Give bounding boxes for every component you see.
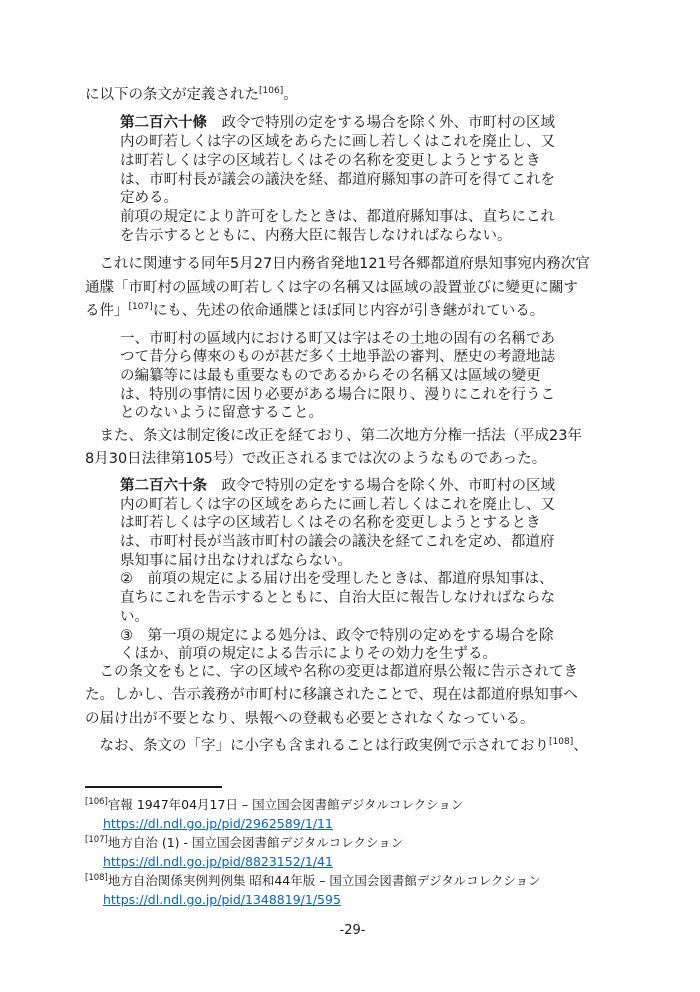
footnote-ref: [107] (128, 302, 153, 313)
text-line: を告示するとともに、内務大臣に報告しなければならない。 (120, 227, 512, 244)
text-line: は町若しくは字の区域若しくはその名称を変更しようとするとき (120, 152, 541, 169)
tsucho-item-quote (120, 330, 620, 424)
text-line: くほか、前項の規定による告示によりその効力を生ずる。 (120, 646, 497, 663)
text-line: は、特別の事情に因り必要がある場合に限り、漫りにこれを行うこ (120, 386, 555, 403)
text-line: この条文をもとに、字の区域や名称の変更は都道府県公報に告示されてき (85, 663, 578, 680)
text-line: 通牒「市町村の區域の町若しくは字の名稱又は區域の設置並びに變更に關す (85, 279, 578, 296)
kokuji-paragraph (85, 661, 620, 731)
footnote-108 (85, 871, 620, 909)
intro-paragraph (85, 84, 620, 107)
page-number: -29- (339, 922, 366, 938)
article-260-new-quote (120, 477, 620, 664)
text-line: 県知事に届け出なければならない。 (120, 552, 352, 569)
text-line: 内の町若しくは字の区域をあらたに画し若しくはこれを廃止し、又 (120, 134, 555, 151)
footnote-text: 地方自治関係実例判例集 昭和44年版 – 国立国会図書館デジタルコレクション (107, 872, 541, 888)
text-line: 第二百六十條 政令で特別の定をする場合を除く外、市町村の区域 (120, 115, 555, 132)
text-line: 一、市町村の區域内における町又は字はその土地の固有の名稱であ (120, 330, 555, 347)
text-line: は町若しくは字の区域若しくはその名称を変更しようとするとき (120, 515, 541, 532)
text-line: 直ちにこれを告示するとともに、自治大臣に報告しなければならな (120, 590, 555, 607)
footnote-106 (85, 795, 620, 833)
footnote-107-link[interactable]: https://dl.ndl.go.jp/pid/8823152/1/41 (103, 853, 333, 869)
text-line: 第二百六十条 政令で特別の定をする場合を除く外、市町村の区域 (120, 477, 555, 494)
footnote-108-link[interactable]: https://dl.ndl.go.jp/pid/1348819/1/595 (103, 891, 341, 907)
kaisei-paragraph (85, 425, 620, 472)
footnote-text: 地方自治 (1) - 国立国会図書館デジタルコレクション (107, 834, 404, 850)
text-line: 定める。 (120, 190, 178, 207)
text-line: なお、条文の「字」に小字も含まれることは行政実例で示されており[108]、 (85, 737, 588, 755)
footnote-text: 官報 1947年04月17日 – 国立国会図書館デジタルコレクション (107, 796, 464, 812)
text-line: は、市町村長が当該市町村の議会の議決を経てこれを定め、都道府 (120, 533, 555, 550)
footnote-marker: [107] (85, 834, 108, 845)
text-line: これに関連する同年5月27日内務省発地121号各郷都道府県知事宛内務次官 (85, 256, 590, 273)
text-line: は、市町村長が議会の議決を経、都道府縣知事の許可を得てこれを (120, 171, 555, 188)
text-line: 8月30日法律第105号）で改正されるまでは次のようなものであった。 (85, 451, 547, 468)
footnote-ref: [106] (259, 86, 284, 97)
text-line: た。しかし、告示義務が市町村に移譲されたことで、現在は都道府県知事へ (85, 687, 578, 704)
text-line: い。 (120, 608, 149, 625)
text-line: とのないように留意すること。 (120, 405, 323, 422)
text-line: また、条文は制定後に改正を経ており、第二次地方分権一括法（平成23年 (85, 428, 582, 445)
footnote-marker: [108] (85, 872, 108, 883)
tsucho-paragraph (85, 253, 620, 323)
text-line: の編纂等には最も重要なものであるからその名稱又は區域の變更 (120, 367, 541, 384)
text-line: 前項の規定により許可をしたときは、都道府縣知事は、直ちにこれ (120, 208, 555, 225)
footnote-ref: [108] (549, 737, 574, 748)
footnote-separator (85, 786, 222, 788)
footnotes-section (85, 786, 620, 909)
footnote-106-link[interactable]: https://dl.ndl.go.jp/pid/2962589/1/11 (103, 815, 333, 831)
text-run: 第二百六十条 (120, 477, 207, 494)
koaza-paragraph (85, 735, 620, 758)
text-line: る件」[107]にも、先述の依命通牒とほぼ同じ内容が引き継がれている。 (85, 302, 545, 320)
footnote-marker: [106] (85, 796, 108, 807)
text-run: 第二百六十條 (120, 115, 207, 132)
text-line: ③ 第一項の規定による処分は、政令で特別の定めをする場合を除 (120, 627, 554, 644)
article-260-old-quote (120, 114, 620, 245)
text-line: 内の町若しくは字の区域をあらたに画し若しくはこれを廃止し、又 (120, 496, 555, 513)
text-line: の届け出が不要となり、県報への登載も必要とされなくなっている。 (85, 710, 535, 727)
text-line: に以下の条文が定義された[106]。 (85, 86, 298, 103)
text-line: つて昔分ら傳來のものが甚だ多く土地爭訟の審判、歴史の考證地誌 (120, 349, 555, 366)
footnote-107 (85, 833, 620, 871)
text-line: ② 前項の規定による届け出を受理したときは、都道府県知事は、 (120, 571, 554, 588)
